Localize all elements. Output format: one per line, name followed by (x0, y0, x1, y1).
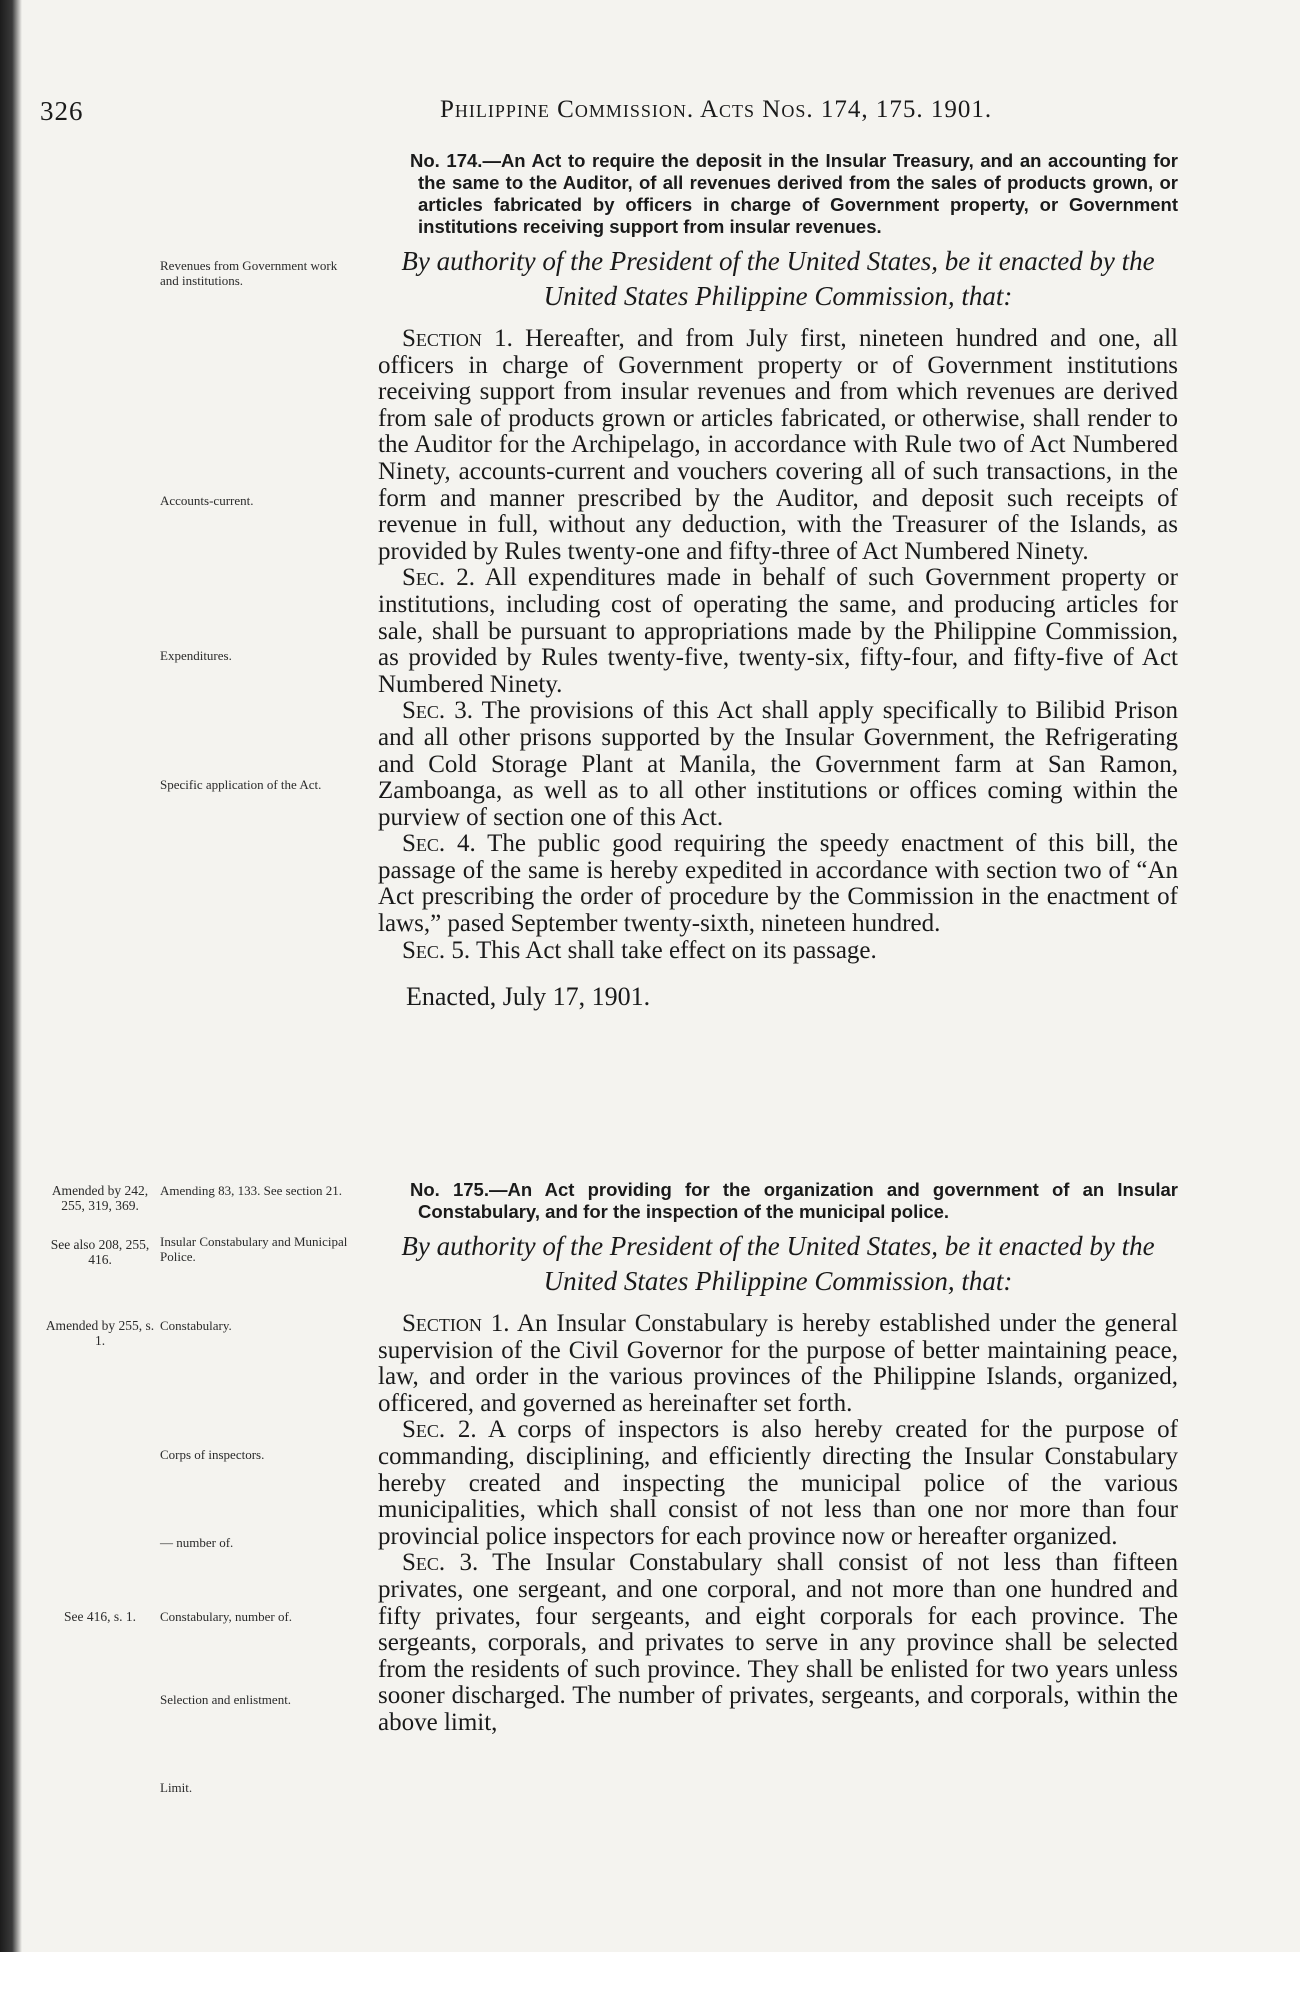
margin-note-expenditures: Expenditures. (160, 648, 232, 663)
act-175-section-3: Sec. 3. The Insular Constabulary shall consist of not less than fifteen privates, one sergeant, and one corporal, and not more than one hundred and fifty privates, four sergeants, and eight corporals for each province. The sergeants, corporals, and privates to serve in any province shall be selected from the residents of such province. They shall be enlisted for two years unless sooner discharged. The number of privates, sergeants, and corporals, within the above limit, (378, 1549, 1178, 1736)
act-175-title: —An Act providing for the organization and government of an Insular Constabulary, and for the inspection of the municipal police. (418, 1179, 1178, 1222)
act-174-section-1: Section 1. Hereafter, and from July first, nineteen hundred and one, all officers in charge of Government property or of Government institutions receiving support from insular revenues and from which revenues are derived from sale of products grown or articles fabricated, or otherwise, shall render to the Auditor for the Archipelago, in accordance with Rule two of Act Numbered Ninety, accounts-current and vouchers covering all of such transactions, in the form and manner prescribed by the Auditor, and deposit such receipts of revenue in full, without any deduction, with the Treasurer of the Islands, as provided by Rules twenty-one and fifty-three of Act Numbered Ninety. (378, 325, 1178, 565)
act-174 (378, 150, 1178, 1012)
act-175-section-1: Section 1. An Insular Constabulary is hereby established under the general supervision of the Civil Governor for the purpose of better maintaining peace, law, and order in the various provinces of the Philippine Islands, organized, officered, and governed as hereinafter set forth. (378, 1310, 1178, 1417)
act-175-number: No. 175. (410, 1179, 489, 1200)
act-174-number: No. 174. (410, 150, 483, 171)
margin-note-see-also: See also 208, 255, 416. (50, 1237, 150, 1267)
margin-note-see-416: See 416, s. 1. (64, 1609, 136, 1624)
act-174-enacted-date: Enacted, July 17, 1901. (406, 982, 651, 1012)
margin-note-revenues: Revenues from Government work and institutions. (160, 258, 338, 288)
page-number: 326 (40, 96, 84, 126)
act-174-section-4: Sec. 4. The public good requiring the speedy enactment of this bill, the passage of the same is hereby expedited in accordance with section two of “An Act prescribing the order of procedure by the Commission in the enactment of laws,” pased September twenty-sixth, nineteen hundred. (378, 830, 1179, 938)
act-174-section-3: Sec. 3. The provisions of this Act shall apply specifically to Bilibid Prison and all other prisons supported by the Insular Government, the Refrigerating and Cold Storage Plant at Manila, the Government farm at San Ramon, Zamboanga, as well as to all other institutions or offices coming within the purview of section one of this Act. (378, 697, 1179, 831)
act-174-enacting-clause: By authority of the President of the United States, be it enacted by the United States Philippine Commission, that: (401, 246, 1155, 311)
margin-note-amended-by-255: Amended by 255, s. 1. (45, 1318, 155, 1348)
act-175-section-2: Sec. 2. A corps of inspectors is also hereby created for the purpose of commanding, disciplining, and efficiently directing the Insular Constabulary hereby created and inspecting the municipal police of the various municipalities, which shall consist of not less than one nor more than four provincial police inspectors for each province now or hereafter organized. (378, 1416, 1178, 1550)
margin-note-amended-by: Amended by 242, 255, 319, 369. (51, 1183, 149, 1213)
act-174-section-2: Sec. 2. All expenditures made in behalf of such Government property or institutions, including cost of operating the same, and producing articles for sale, shall be pursuant to appropriations made by the Philippine Commission, as provided by Rules twenty-five, twenty-six, fifty-four, and fifty-five of Act Numbered Ninety. (378, 564, 1179, 698)
running-title: Philippine Commission. Acts Nos. 174, 175. 1901. (440, 96, 993, 123)
margin-note-insular-constabulary: Insular Constabulary and Municipal Police. (160, 1234, 348, 1264)
margin-note-constabulary-number: Constabulary, number of. (160, 1609, 293, 1624)
act-175 (378, 1179, 1178, 1737)
act-174-section-5: Sec. 5. This Act shall take effect on its passage. (402, 936, 877, 964)
act-175-heading (378, 1179, 1178, 1223)
scan-footer-strip (0, 1952, 1300, 1990)
scan-edge (0, 0, 22, 1990)
page-header (40, 96, 1170, 136)
margin-note-specific-application: Specific application of the Act. (160, 777, 322, 792)
margin-note-accounts-current: Accounts-current. (160, 493, 254, 508)
margin-note-limit: Limit. (160, 1780, 193, 1795)
act-174-heading (378, 150, 1178, 238)
margin-note-corps-of-inspectors: Corps of inspectors. (160, 1447, 265, 1462)
margin-note-selection-enlistment: Selection and enlistment. (160, 1692, 292, 1707)
margin-note-amending: Amending 83, 133. See section 21. (160, 1183, 342, 1198)
margin-note-constabulary: Constabulary. (160, 1318, 232, 1333)
act-174-title: —An Act to require the deposit in the Insular Treasury, and an accounting for the same to the Auditor, of all revenues derived from the sales of products grown, or articles fabricated by officers in charge of Government property, or Government institutions receiving support from insular revenues. (418, 150, 1179, 237)
act-175-enacting-clause: By authority of the President of the United States, be it enacted by the United States Philippine Commission, that: (401, 1231, 1155, 1296)
margin-note-number-of: — number of. (160, 1535, 234, 1550)
